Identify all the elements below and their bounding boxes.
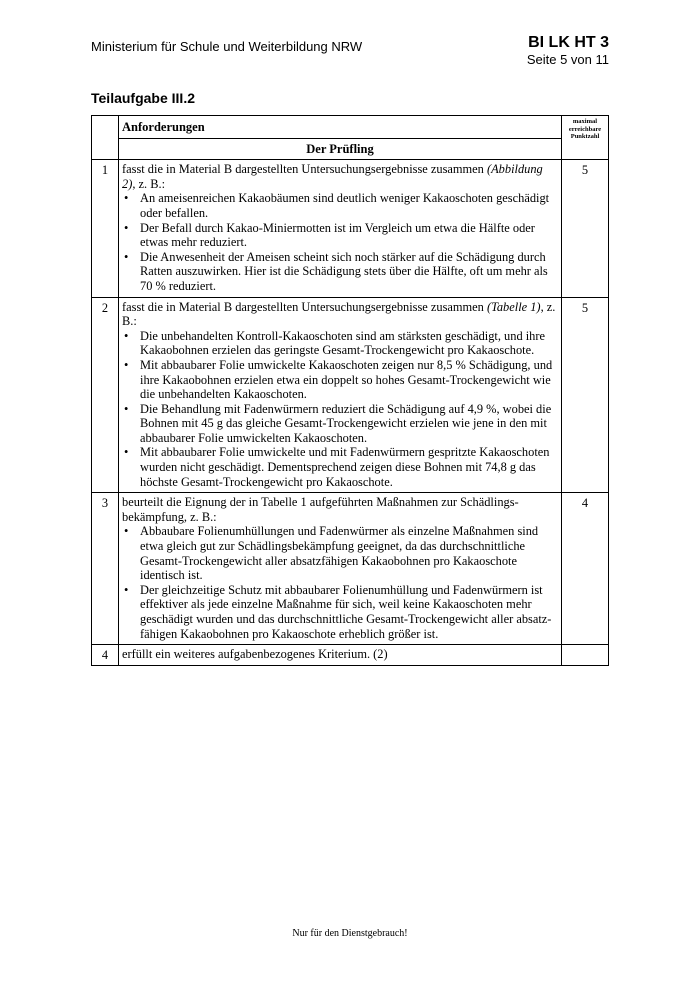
row-requirement bbox=[119, 493, 562, 645]
row-requirement bbox=[119, 160, 562, 297]
table-row bbox=[92, 645, 609, 666]
bullet-item: • Der Befall durch Kakao-Miniermotten ist im Vergleich um etwa die Hälfte oder etwas mehr reduziert. bbox=[140, 221, 557, 250]
row-intro-end: , z. B.: bbox=[122, 299, 556, 329]
header-requirements: Anforderungen bbox=[119, 116, 562, 139]
ministry-name: Ministerium für Schule und Weiterbildung NRW bbox=[91, 39, 363, 54]
row-number: 1 bbox=[92, 160, 119, 297]
section-title: Teilaufgabe III.2 bbox=[91, 90, 195, 106]
row-intro: fasst die in Material B dargestellten Untersuchungsergebnisse zusammen bbox=[122, 162, 487, 177]
bullet-item: • Abbaubare Folienumhüllungen und Fadenwürmer als einzelne Maßnahmen sind etwa gleich gut zur Schädlingsbekämpfung geeignet, da das durchschnittliche Gesamt-Trockengewicht aller absatzfähigen Kakaobohnen pro Kakaoschote identisch ist. bbox=[140, 524, 557, 582]
table-subheader-row bbox=[92, 138, 609, 160]
row-intro-end: , z. B.: bbox=[132, 176, 166, 191]
header-empty-cell bbox=[92, 116, 119, 160]
bullet-item: • Die Anwesenheit der Ameisen scheint sich noch stärker auf die Schädigung durch Ratten auszuwirken. Hier ist die Schädigung stets über die Hälfte, oft um mehr als 70 % reduziert. bbox=[140, 250, 557, 294]
row-points bbox=[562, 645, 609, 666]
row-intro-reference: (Tabelle 1) bbox=[486, 299, 541, 314]
row-requirement bbox=[119, 645, 562, 666]
bullet-item: • Der gleichzeitige Schutz mit abbaubarer Folienumhüllung und Fadenwürmern ist effektiver als jede einzelne Maßnahme für sich, weil keine Kakaoschoten mehr geschädigt wurden und das durchschnittliche Gesamt-Trockengewicht aller absatzfähigen Kakaobohnen pro Kakaoschote erheblich größer ist. bbox=[140, 583, 557, 641]
table-row bbox=[92, 160, 609, 297]
row-requirement bbox=[119, 297, 562, 493]
table-header-row bbox=[92, 116, 609, 139]
bullet-item: • Mit abbaubarer Folie umwickelte Kakaoschoten zeigen nur 8,5 % Schädigung, und ihre Kakaobohnen erzielen etwa ein doppelt so hohes Gesamt-Trockengewicht wie die unbehandelten Kakaoschoten. bbox=[140, 358, 557, 402]
bullet-item: • Die unbehandelten Kontroll-Kakaoschoten sind am stärksten geschädigt, und ihre Kakaobohnen erzielen das geringste Gesamt-Trockengewicht pro Kakaoschote. bbox=[140, 329, 557, 358]
document-code: BI LK HT 3 bbox=[528, 34, 609, 51]
footer-note: Nur für den Dienstgebrauch! bbox=[292, 928, 408, 939]
header-max-points: maximal erreichbare Punktzahl bbox=[562, 116, 609, 160]
row-points: 4 bbox=[562, 493, 609, 645]
bullet-item: • Die Behandlung mit Fadenwürmern reduziert die Schädigung auf 4,9 %, wobei die Bohnen mit 45 g das gleiche Gesamt-Trockengewicht erzielen wie jene in den mit abbaubarer Folie umwickelten Kakaoschoten. bbox=[140, 402, 557, 446]
header-examinee: Der Prüfling bbox=[119, 138, 562, 160]
bullet-list bbox=[122, 191, 557, 293]
row-number: 3 bbox=[92, 493, 119, 645]
bullet-item: • An ameisenreichen Kakaobäumen sind deutlich weniger Kakaoschoten geschädigt oder befallen. bbox=[140, 191, 557, 220]
row-intro: fasst die in Material B dargestellten Untersuchungsergebnisse zusammen bbox=[122, 299, 487, 314]
row-intro: beurteilt die Eignung der in Tabelle 1 aufgeführten Maßnahmen zur Schädlingsbekämpfung, z. B.: bbox=[122, 495, 519, 524]
bullet-item: • Mit abbaubarer Folie umwickelte und mit Fadenwürmern gespritzte Kakaoschoten wurden nicht geschädigt. Dementsprechend zeigen diese Bohnen mit 74,8 g das höchste Gesamt-Trockengewicht pro Kakaoschote. bbox=[140, 445, 557, 489]
criteria-table bbox=[91, 115, 609, 666]
table-row bbox=[92, 493, 609, 645]
document-header bbox=[527, 34, 609, 67]
row-number: 4 bbox=[92, 645, 119, 666]
row-intro-reference: (Abbildung 2) bbox=[122, 162, 543, 191]
row-points: 5 bbox=[562, 160, 609, 297]
bullet-list bbox=[122, 524, 557, 641]
row-number: 2 bbox=[92, 297, 119, 493]
page-number: Seite 5 von 11 bbox=[526, 52, 609, 67]
row-points: 5 bbox=[562, 297, 609, 493]
table-row bbox=[92, 297, 609, 493]
row-intro: erfüllt ein weiteres aufgabenbezogenes Kriterium. (2) bbox=[122, 647, 388, 662]
bullet-list bbox=[122, 329, 557, 490]
